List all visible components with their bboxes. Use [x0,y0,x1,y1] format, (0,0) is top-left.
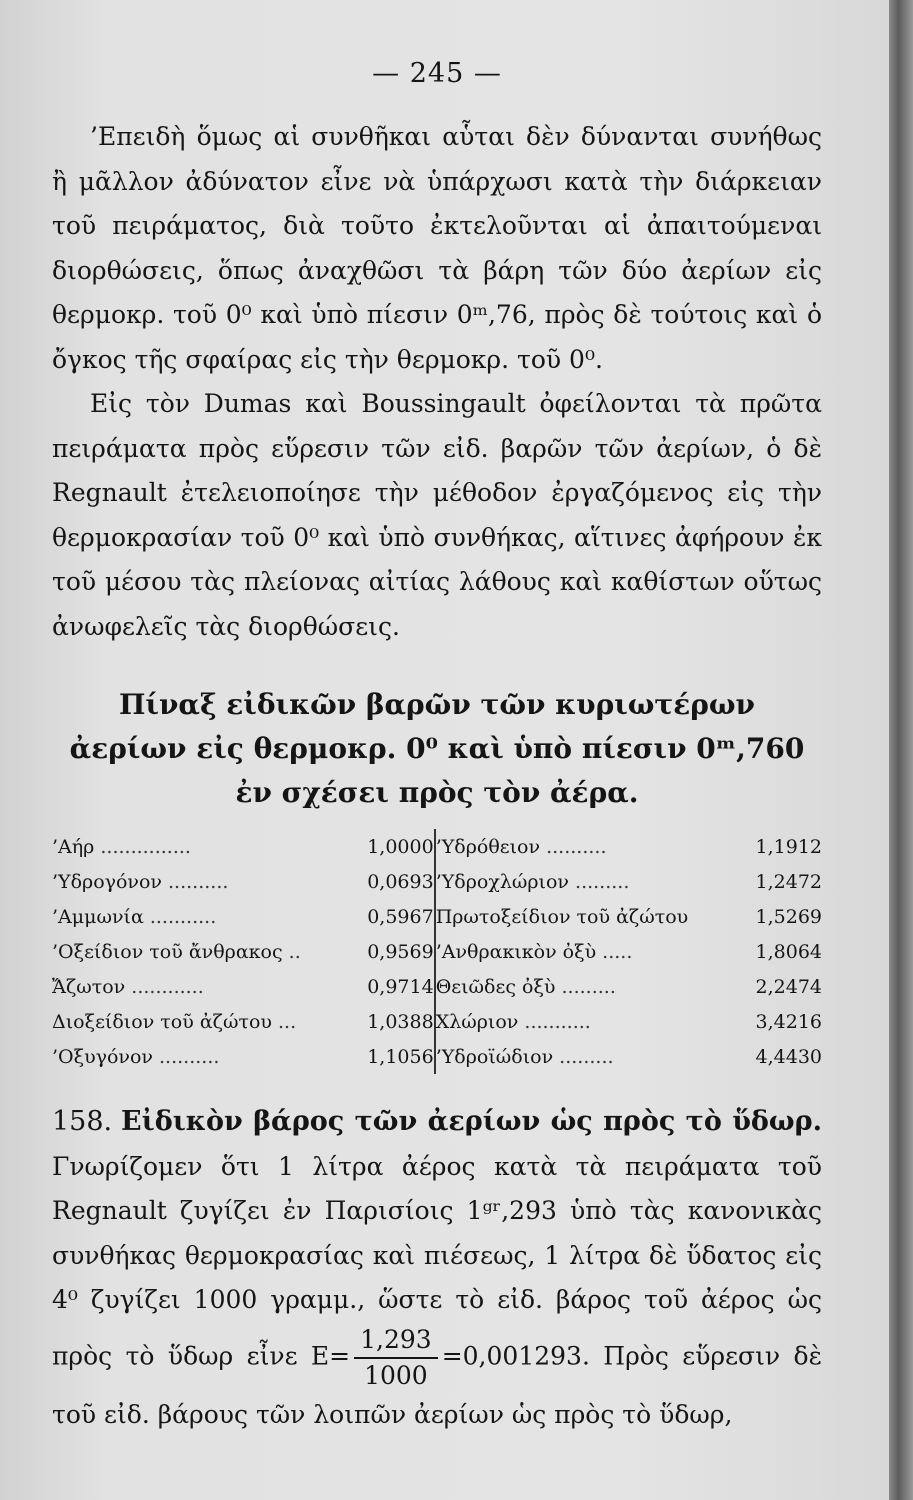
gas-value: 2,2474 [755,975,822,998]
section-text-after: =0,001293. Πρὸς εὕρεσιν δὲ τοῦ εἰδ. βάρους τῶν λοιπῶν ἀερίων ὡς πρὸς τὸ ὕδωρ, [52,1341,822,1429]
section-title: Εἰδικὸν βάρος τῶν ἀερίων ὡς πρὸς τὸ ὕδωρ. [121,1106,822,1137]
specific-gravity-table [52,829,822,1074]
gas-value: 0,9569 [367,940,434,963]
gas-value: 4,4430 [755,1045,822,1068]
gas-value: 1,1912 [755,835,822,858]
page-content [52,58,822,1437]
gas-name: ’Ανθρακικὸν ὀξὺ ..... [435,934,742,969]
gas-name: Χλώριον ........... [435,1004,742,1039]
table-row [52,969,822,1004]
gas-name: ’Υδροχλώριον ......... [435,864,742,899]
book-gutter [889,0,913,1500]
gas-value: 1,5269 [755,905,822,928]
table-row [52,829,822,864]
section-number: 158. [52,1106,113,1137]
gas-name: Θειῶδες ὀξὺ ......... [435,969,742,1004]
gas-value: 1,0000 [367,835,434,858]
table-heading [52,683,822,815]
fraction-denominator: 1000 [364,1360,428,1390]
gas-name: ’Οξυγόνον .......... [52,1045,220,1068]
gas-value: 0,9714 [367,975,434,998]
gas-value: 1,8064 [755,940,822,963]
gas-value: 1,1056 [367,1045,434,1068]
table-heading-line-3: ἐν σχέσει πρὸς τὸν ἀέρα. [235,776,639,809]
gas-name: ’Οξείδιον τοῦ ἄνθρακος .. [52,940,301,963]
table-heading-line-1: Πίναξ εἰδικῶν βαρῶν τῶν κυριωτέρων [118,688,755,721]
table-row [52,899,822,934]
paragraph-corrections: ’Επειδὴ ὅμως αἱ συνθῆκαι αὗται δὲν δύνανται συνήθως ἢ μᾶλλον ἀδύνατον εἶνε νὰ ὑπάρχωσι κατὰ τὴν διάρκειαν τοῦ πειράματος, διὰ τοῦτο ἐκτελοῦνται αἱ ἀπαιτούμεναι διορθώσεις, ὅπως ἀναχθῶσι τὰ βάρη τῶν δύο ἀερίων εἰς θερμοκρ. τοῦ 0⁰ καὶ ὑπὸ πίεσιν 0ᵐ,76, πρὸς δὲ τούτοις καὶ ὁ ὄγκος τῆς σφαίρας εἰς τὴν θερμοκρ. τοῦ 0⁰. [52,122,822,374]
gas-name: Πρωτοξείδιον τοῦ ἀζώτου [435,899,742,934]
gas-value: 1,2472 [755,870,822,893]
gas-name: Διοξείδιον τοῦ ἀζώτου ... [52,1010,297,1033]
paragraph-history: Εἰς τὸν Dumas καὶ Boussingault ὀφείλονται τὰ πρῶτα πειράματα πρὸς εὕρεσιν τῶν εἰδ. βαρῶν τῶν ἀερίων, ὁ δὲ Regnault ἐτελειοποίησε τὴν μέθοδον ἐργαζόμενος εἰς τὴν θερμοκρασίαν τοῦ 0⁰ καὶ ὑπὸ συνθήκας, αἵτινες ἀφήρουν ἐκ τοῦ μέσου τὰς πλείονας αἰτίας λάθους καὶ καθίστων οὕτως ἀνωφελεῖς τὰς διορθώσεις. [52,389,822,641]
gas-value: 1,0388 [367,1010,434,1033]
gas-value: 0,5967 [367,905,434,928]
gas-name: ’Αμμωνία ........... [52,905,217,928]
page-number: — 245 — [372,58,502,89]
fraction-numerator: 1,293 [354,1323,438,1359]
gas-name: ’Υδροϊώδιον ......... [435,1039,742,1074]
section-158 [52,1100,822,1437]
gas-value: 0,0693 [367,870,434,893]
table-row [52,1039,822,1074]
table-row [52,864,822,899]
section-text-before: Γνωρίζομεν ὅτι 1 λίτρα ἀέρος κατὰ τὰ πειράματα τοῦ Regnault ζυγίζει ἐν Παρισίοις 1ᵍʳ,293 ὑπὸ τὰς κανονικὰς συνθήκας θερμοκρασίας καὶ πιέσεως, 1 λίτρα δὲ ὕδατος εἰς 4⁰ ζυγίζει 1000 γραμμ., ὥστε τὸ εἰδ. βάρος τοῦ ἀέρος ὡς πρὸς τὸ ὕδωρ εἶνε E= [52,1151,822,1370]
gas-name: ’Αήρ ............... [52,835,191,858]
gas-value: 3,4216 [755,1010,822,1033]
gas-name: Ἄζωτον ............ [52,975,204,998]
table-heading-line-2: ἀερίων εἰς θερμοκρ. 0⁰ καὶ ὑπὸ πίεσιν 0ᵐ,760 [69,732,805,765]
fraction [354,1323,438,1393]
table-row [52,934,822,969]
gas-name: ’Υδρογόνον .......... [52,870,229,893]
gas-name: ’Υδρόθειον .......... [435,829,742,864]
table-row [52,1004,822,1039]
